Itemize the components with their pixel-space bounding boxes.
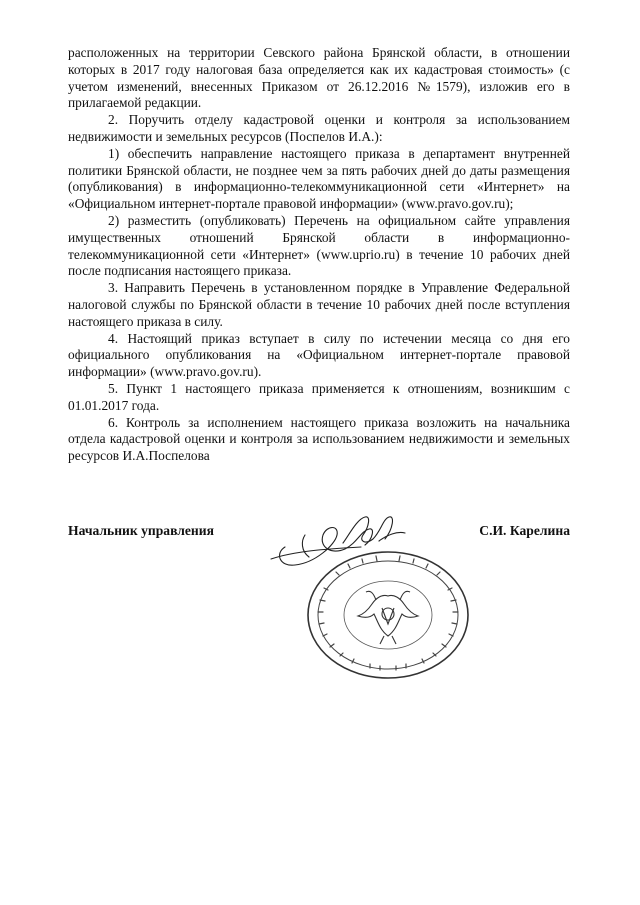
- paragraph-item-4: 4. Настоящий приказ вступает в силу по истечении месяца со дня его официального опубликования на «Официальном интернет-портале правовой информации» (www.pravo.gov.ru).: [68, 330, 570, 380]
- signatory-name: С.И. Карелина: [479, 523, 570, 538]
- paragraph-intro: расположенных на территории Севского района Брянской области, в отношении которых в 2017 году налоговая база определяется как их кадастровая стоимость» (с учетом изменений, внесенных Приказом от 26.12.2016 №1579), изложив его в прилагаемой редакции.: [68, 45, 570, 111]
- handwritten-signature: [265, 505, 430, 585]
- paragraph-item-5: 5. Пункт 1 настоящего приказа применяется к отношениям, возникшим с 01.01.2017 года.: [68, 380, 570, 413]
- paragraph-subitem-1: 1) обеспечить направление настоящего приказа в департамент внутренней политики Брянской области, не позднее чем за пять рабочих дней до даты размещения (опубликования) в информационно-телекоммуникационной сети «Интернет» на «Официальном интернет-портале правовой информации» (www.pravo.gov.ru);: [68, 145, 570, 212]
- paragraph-item-6: 6. Контроль за исполнением настоящего приказа возложить на начальника отдела кадастровой оценки и контроля за использованием недвижимости и земельных ресурсов И.А.Поспелова: [68, 414, 570, 464]
- signatory-position: Начальник управления: [68, 523, 214, 538]
- paragraph-subitem-2: 2) разместить (опубликовать) Перечень на официальном сайте управления имущественных отношений Брянской области в информационно-телекоммуникационной сети «Интернет» (www.uprio.ru) в течение 10 рабочих дней после подписания настоящего приказа.: [68, 212, 570, 279]
- paragraph-item-2: 2. Поручить отделу кадастровой оценки и контроля за использованием недвижимости и земельных ресурсов (Поспелов И.А.):: [68, 112, 570, 144]
- document-body: [68, 45, 570, 465]
- paragraph-item-3: 3. Направить Перечень в установленном порядке в Управление Федеральной налоговой службы по Брянской области в течение 10 рабочих дней после вступления настоящего приказа в силу.: [68, 280, 570, 329]
